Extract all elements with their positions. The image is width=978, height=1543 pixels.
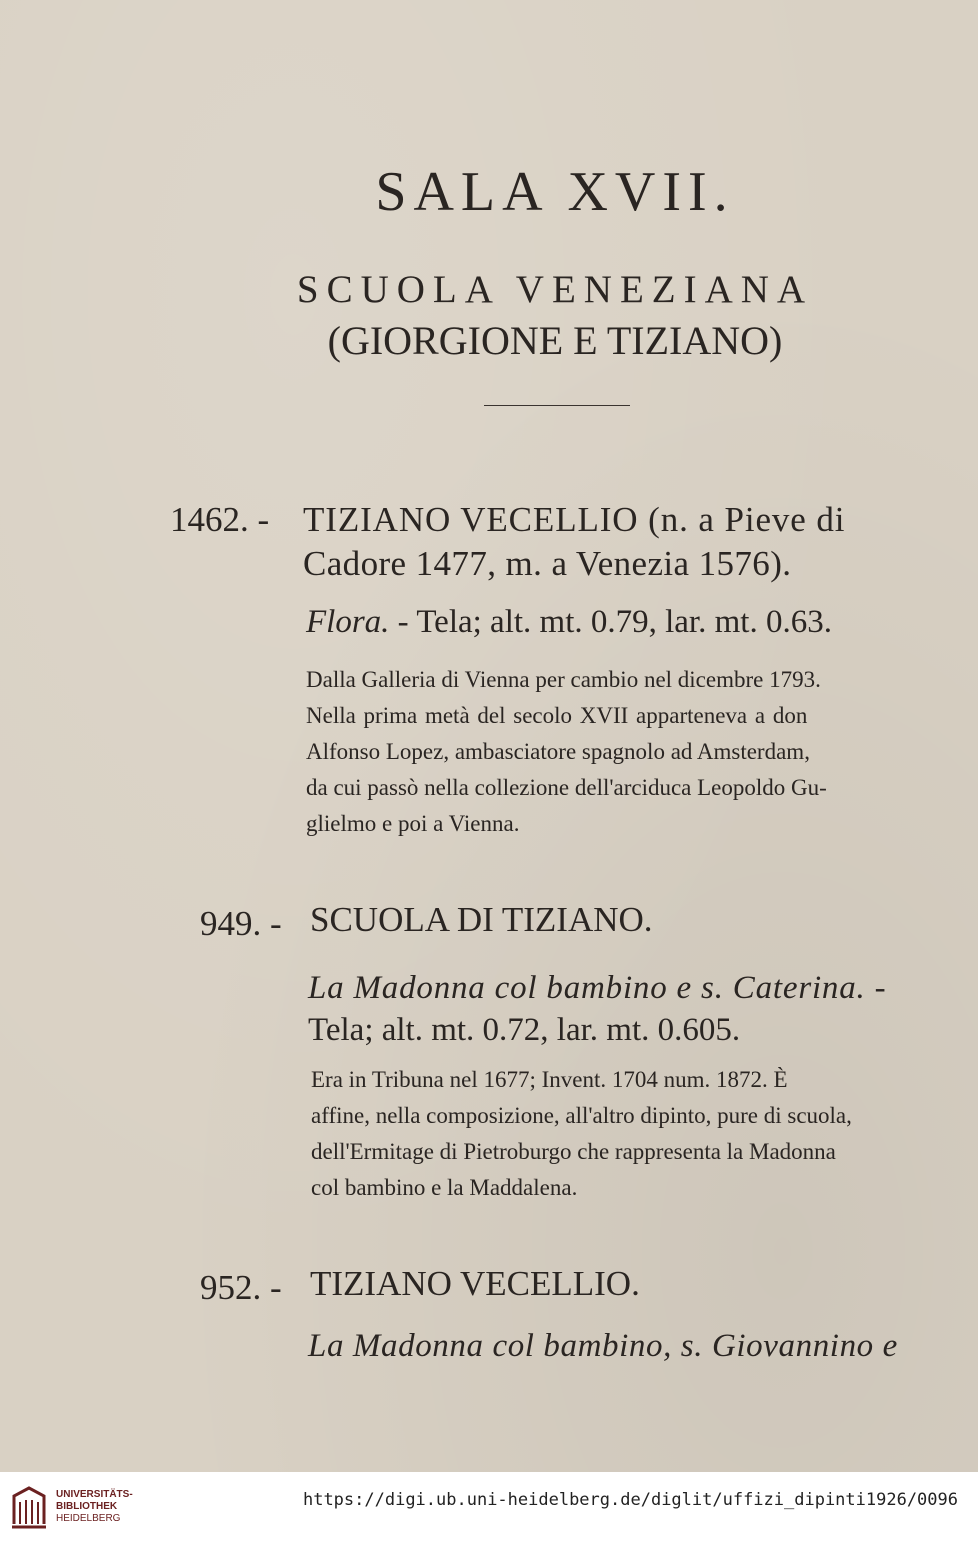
work-title: La Madonna col bambino e s. Caterina. -	[308, 970, 887, 1006]
work-details: - Tela; alt. mt. 0.79, lar. mt. 0.63.	[389, 604, 832, 640]
entry-heading: TIZIANO VECELLIO (n. a Pieve di	[303, 500, 846, 539]
entry-number: 949. -	[200, 904, 282, 943]
description-line: da cui passò nella collezione dell'arciduca Leopoldo Gu-	[306, 775, 827, 800]
logo-line: UNIVERSITÄTS-	[56, 1489, 133, 1500]
description-line: Alfonso Lopez, ambasciatore spagnolo ad Amsterdam,	[306, 739, 810, 764]
description-line: Dalla Galleria di Vienna per cambio nel dicembre 1793.	[306, 667, 821, 692]
entry-heading: SCUOLA DI TIZIANO.	[310, 900, 653, 939]
section-subtitle-artists: (GIORGIONE E TIZIANO)	[327, 318, 783, 363]
work-details: Tela; alt. mt. 0.72, lar. mt. 0.605.	[308, 1012, 741, 1048]
title-divider	[484, 405, 630, 406]
description-line: affine, nella composizione, all'altro dipinto, pure di scuola,	[311, 1103, 852, 1128]
entry-heading: TIZIANO VECELLIO.	[310, 1264, 640, 1303]
logo-line: BIBLIOTHEK	[56, 1501, 118, 1512]
description-line: glielmo e poi a Vienna.	[306, 811, 520, 836]
work-title-italic: Flora.	[306, 604, 390, 640]
section-subtitle: SCUOLA VENEZIANA	[296, 268, 814, 311]
work-title: La Madonna col bambino, s. Giovannino e	[308, 1328, 898, 1364]
page-title: SALA XVII.	[375, 161, 735, 223]
logo-line: HEIDELBERG	[56, 1513, 121, 1524]
description-line: col bambino e la Maddalena.	[311, 1175, 578, 1200]
entry-heading-cont: Cadore 1477, m. a Venezia 1576).	[303, 544, 792, 583]
viewer-footer	[0, 1472, 978, 1543]
entry-number: 952. -	[200, 1268, 282, 1307]
page-url[interactable]: https://digi.ub.uni-heidelberg.de/diglit/uffizi_dipinti1926/0096	[302, 1490, 958, 1510]
entry-number: 1462. -	[170, 500, 270, 539]
description-line: Nella prima metà del secolo XVII apparteneva a don	[306, 703, 808, 728]
work-title	[306, 600, 832, 644]
description-line: dell'Ermitage di Pietroburgo che rappresenta la Madonna	[311, 1139, 836, 1164]
university-library-logo-icon	[10, 1484, 48, 1530]
description-line: Era in Tribuna nel 1677; Invent. 1704 num. 1872. È	[311, 1067, 788, 1092]
logo-text	[56, 1489, 133, 1525]
